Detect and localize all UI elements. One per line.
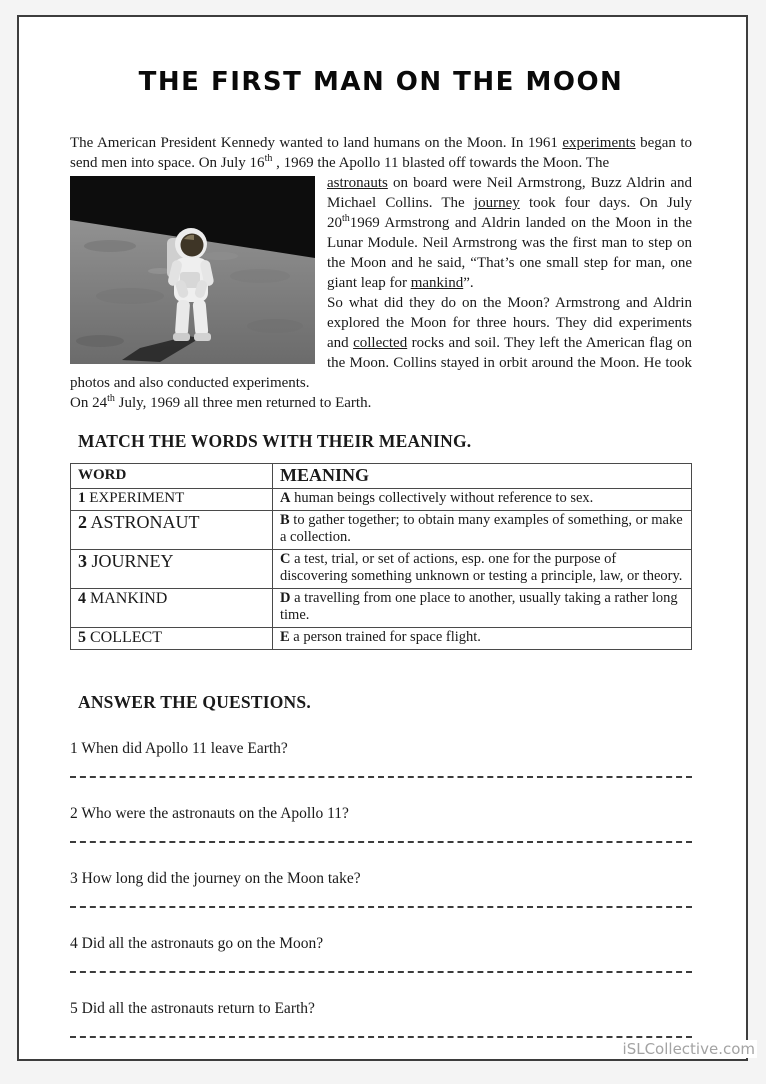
word-number: 5 bbox=[78, 628, 86, 646]
text-segment: So what did they do on the Moon? Armstrong and Aldrin explored the Moon for three hours. They did experiments and bbox=[327, 295, 692, 351]
page-title: THE FIRST MAN ON THE MOON bbox=[138, 67, 624, 97]
match-table bbox=[70, 463, 692, 650]
table-header-row bbox=[71, 464, 692, 489]
underlined-word-mankind: mankind bbox=[410, 275, 464, 291]
meaning-letter: E bbox=[280, 628, 290, 645]
reading-passage bbox=[70, 133, 692, 413]
match-section-heading: MATCH THE WORDS WITH THEIR MEANING. bbox=[78, 431, 472, 451]
questions-section-heading: ANSWER THE QUESTIONS. bbox=[78, 691, 311, 712]
word-number: 2 bbox=[78, 511, 87, 532]
worksheet-page bbox=[17, 15, 748, 1061]
underlined-word-experiments: experiments bbox=[562, 135, 636, 151]
meaning-cell bbox=[273, 549, 692, 588]
meaning-text: a person trained for space flight. bbox=[293, 628, 481, 645]
word-label: EXPERIMENT bbox=[89, 490, 185, 506]
question-item: 2 Who were the astronauts on the Apollo 11? bbox=[70, 804, 349, 822]
answer-line bbox=[70, 1036, 692, 1038]
table-row bbox=[71, 489, 692, 511]
text-segment: took four days. On July 20 bbox=[327, 195, 692, 231]
text-segment: rocks and soil. They left the American flag on the Moon. Collins stayed in orbit around the Moon. He took photos and also conducted experiments. bbox=[70, 335, 692, 391]
column-header-meaning: MEANING bbox=[273, 464, 692, 489]
word-cell bbox=[71, 627, 273, 649]
word-label: COLLECT bbox=[90, 628, 162, 646]
ordinal-superscript: th bbox=[107, 393, 115, 404]
question-item: 4 Did all the astronauts go on the Moon? bbox=[70, 934, 324, 952]
word-number: 3 bbox=[78, 550, 87, 571]
table-row bbox=[71, 549, 692, 588]
answer-line bbox=[70, 841, 692, 843]
table-row bbox=[71, 510, 692, 549]
meaning-cell bbox=[273, 510, 692, 549]
underlined-word-astronauts: astronauts bbox=[327, 175, 388, 191]
meaning-letter: C bbox=[280, 550, 291, 567]
text-segment: July, 1969 all three men returned to Earth. bbox=[114, 395, 372, 411]
word-label: JOURNEY bbox=[91, 550, 174, 571]
text-segment: ”. bbox=[463, 275, 474, 291]
word-cell bbox=[71, 549, 273, 588]
questions-list bbox=[70, 739, 692, 1038]
word-label: MANKIND bbox=[90, 589, 168, 607]
question-item: 5 Did all the astronauts return to Earth? bbox=[70, 999, 315, 1017]
meaning-text: to gather together; to obtain many examples of something, or make a collection. bbox=[280, 511, 683, 545]
watermark: iSLCollective.com bbox=[622, 1040, 755, 1058]
meaning-text: a travelling from one place to another, usually taking a rather long time. bbox=[280, 589, 678, 623]
word-number: 1 bbox=[78, 490, 86, 506]
word-label: ASTRONAUT bbox=[90, 511, 200, 532]
answer-line bbox=[70, 971, 692, 973]
meaning-letter: A bbox=[280, 490, 291, 506]
meaning-text: human beings collectively without reference to sex. bbox=[294, 490, 594, 506]
word-cell bbox=[71, 588, 273, 627]
question-item: 1 When did Apollo 11 leave Earth? bbox=[70, 739, 288, 757]
meaning-cell bbox=[273, 489, 692, 511]
column-header-word: WORD bbox=[71, 464, 273, 489]
answer-line bbox=[70, 906, 692, 908]
table-row bbox=[71, 627, 692, 649]
meaning-letter: B bbox=[280, 511, 290, 528]
ordinal-superscript: th bbox=[342, 213, 350, 224]
word-cell bbox=[71, 489, 273, 511]
text-segment: , 1969 the Apollo 11 blasted off towards the Moon. The bbox=[272, 155, 610, 171]
text-segment: The American President Kennedy wanted to land humans on the Moon. In 1961 bbox=[70, 135, 563, 151]
text-segment: On 24 bbox=[70, 395, 108, 411]
table-row bbox=[71, 588, 692, 627]
meaning-cell bbox=[273, 627, 692, 649]
meaning-text: a test, trial, or set of actions, esp. one for the purpose of discovering something unknown or testing a principle, law, or theory. bbox=[280, 550, 683, 584]
text-segment: on board were Neil Armstrong, Buzz Aldrin and Michael Collins. The bbox=[327, 175, 692, 211]
word-cell bbox=[71, 510, 273, 549]
ordinal-superscript: th bbox=[264, 153, 273, 164]
passage-with-photo bbox=[70, 173, 692, 413]
underlined-word-journey: journey bbox=[473, 195, 520, 211]
word-number: 4 bbox=[78, 589, 86, 607]
text-segment: began to send men into space. On July 16 bbox=[70, 135, 693, 171]
text-segment: 1969 Armstrong and Aldrin landed on the Moon in the Lunar Module. Neil Armstrong was the first man to step on the Moon and he said, “That’s one small step for man, one giant leap for bbox=[327, 215, 692, 291]
meaning-letter: D bbox=[280, 589, 291, 606]
question-item: 3 How long did the journey on the Moon take? bbox=[70, 869, 361, 887]
meaning-cell bbox=[273, 588, 692, 627]
underlined-word-collected: collected bbox=[353, 335, 408, 351]
answer-line bbox=[70, 776, 692, 778]
intro-paragraph bbox=[70, 133, 692, 173]
moon-astronaut-photo bbox=[70, 176, 315, 364]
